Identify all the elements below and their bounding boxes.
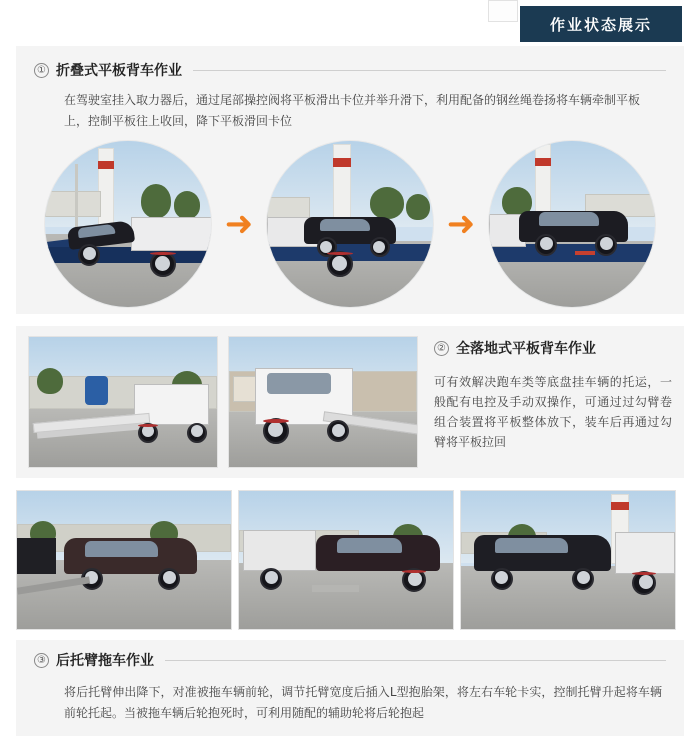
section-2-description: 可有效解决跑车类等底盘挂车辆的托运，一般配有电控及手动双操作，可通过过勾臂卷组合装置将平板整体放下，装车后再通过勾臂将平板拉回 bbox=[434, 375, 672, 449]
section-2-title: 全落地式平板背车作业 bbox=[456, 341, 596, 357]
rear-boom-towing-2 bbox=[238, 490, 454, 630]
section-1-title: 折叠式平板背车作业 bbox=[56, 63, 182, 79]
header-title-tab: 作业状态展示 bbox=[520, 6, 682, 42]
full-landing-flatbed-side bbox=[28, 336, 218, 468]
section-rear-boom-towing bbox=[16, 640, 684, 736]
rear-boom-towing-1 bbox=[16, 490, 232, 630]
flatbed-loading-step-1 bbox=[44, 140, 212, 308]
section-2-text bbox=[428, 336, 672, 468]
title-divider bbox=[165, 660, 666, 661]
section-2-number: ② bbox=[434, 341, 449, 356]
page-header bbox=[0, 0, 700, 46]
arrow-icon-2: ➜ bbox=[446, 204, 476, 244]
section-3-title-row bbox=[34, 650, 666, 676]
section-3-number: ③ bbox=[34, 653, 49, 668]
flatbed-loading-step-3 bbox=[488, 140, 656, 308]
section-full-landing-flatbed bbox=[16, 326, 684, 478]
section-folding-flatbed bbox=[16, 46, 684, 314]
arrow-icon-1: ➜ bbox=[224, 204, 254, 244]
title-divider bbox=[193, 70, 666, 71]
section-3-description: 将后托臂伸出降下，对准被拖车辆前轮，调节托臂宽度后插入L型抱胎架，将左右车轮卡实，控制托臂升起将车辆前轮托起。当被拖车辆后轮抱死时，可利用随配的辅助轮将后轮抱起 bbox=[64, 685, 662, 720]
section-1-photo-row bbox=[34, 132, 666, 308]
section-1-title-row bbox=[34, 60, 666, 86]
rear-boom-towing-3 bbox=[460, 490, 676, 630]
section-1-description: 在驾驶室挂入取力器后，通过尾部操控阀将平板滑出卡位并举升滑下，利用配备的钢丝绳卷扬将车辆牵制平板上，控制平板往上收回，降下平板滑回卡位 bbox=[64, 93, 641, 128]
section-3-photo-strip bbox=[16, 490, 684, 630]
flatbed-loading-step-2 bbox=[266, 140, 434, 308]
section-3-title: 后托臂拖车作业 bbox=[56, 653, 154, 669]
section-2-title-row bbox=[434, 338, 672, 364]
section-1-number: ① bbox=[34, 63, 49, 78]
full-landing-flatbed-front bbox=[228, 336, 418, 468]
header-decor-box bbox=[488, 0, 518, 22]
